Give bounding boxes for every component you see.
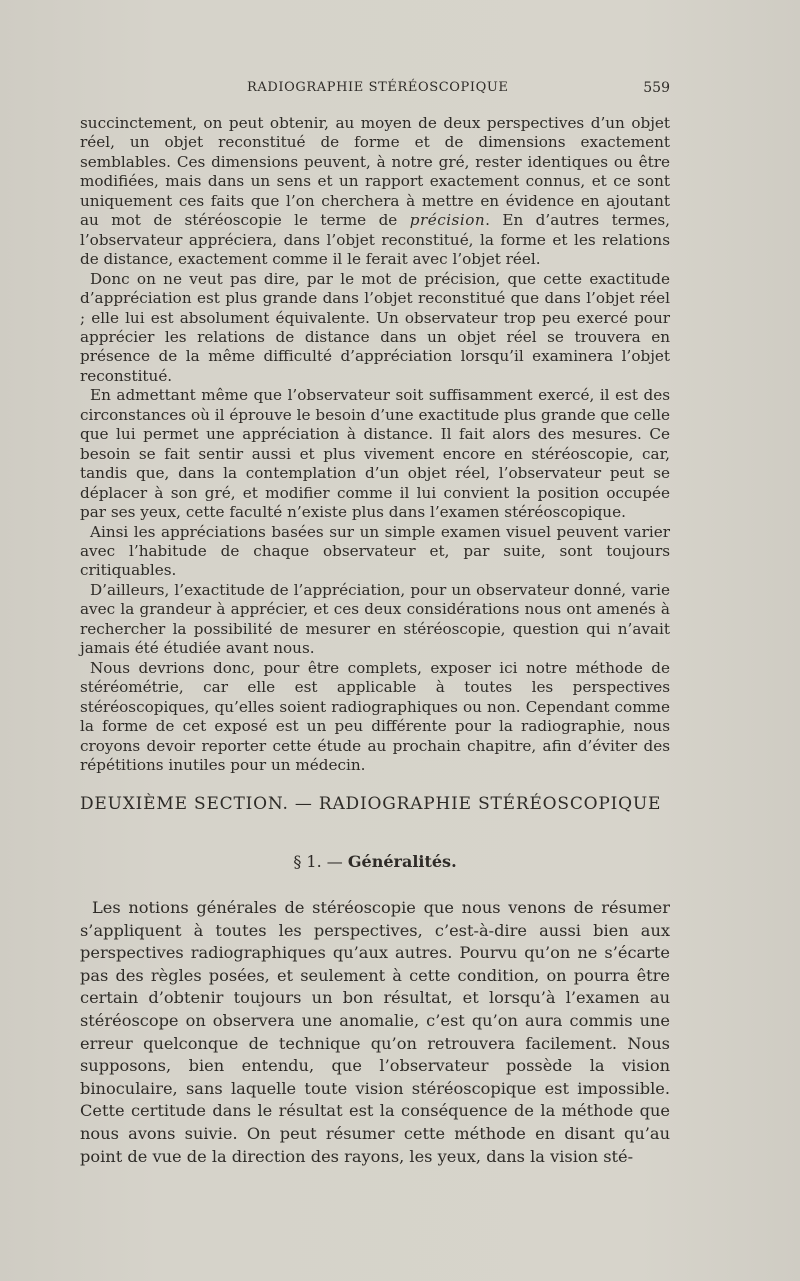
paragraph: D’ailleurs, l’exactitude de l’appréciation, pour un observateur donné, varie avec la grandeur à apprécier, et ces deux considérations nous ont amenés à rechercher la possibilité de mesurer en stéréoscopie, question qui n’avait jamais été étudiée avant nous.: [80, 580, 670, 658]
body-text-top: [80, 114, 670, 775]
subsection-number: § 1. —: [293, 852, 348, 871]
paragraph: En admettant même que l’observateur soit suffisamment exercé, il est des circonstances où il éprouve le besoin d’une exactitude plus grande que celle que lui permet une appréciation à distance. Il fait alors des mesures. Ce besoin se fait sentir aussi et plus vivement encore en stéréoscopie, car, tandis que, dans la contemplation d’un objet réel, l’observateur peut se déplacer à son gré, et modifier comme il lui convient la position occupée par ses yeux, cette faculté n’existe plus dans l’examen stéréoscopique.: [80, 386, 670, 522]
paragraph: Nous devrions donc, pour être complets, exposer ici notre méthode de stéréométrie, car elle est applicable à toutes les perspectives stéréoscopiques, qu’elles soient radiographiques ou non. Cependant comme la forme de cet exposé est un peu différente pour la radiographie, nous croyons devoir reporter cette étude au prochain chapitre, afin d’éviter des répétitions inutiles pour un médecin.: [80, 658, 670, 774]
paragraph: Donc on ne veut pas dire, par le mot de précision, que cette exactitude d’appréciation est plus grande dans l’objet reconstitué que dans l’objet réel ; elle lui est absolument équivalente. Un observateur trop peu exercé pour apprécier les relations de distance dans un objet réel se trouvera en présence de la même difficulté d’appréciation lorsqu’il examinera l’objet reconstitué.: [80, 269, 670, 385]
paragraph: succinctement, on peut obtenir, au moyen de deux perspectives d’un objet réel, un objet reconstitué de forme et de dimensions exactement semblables. Ces dimensions peuvent, à notre gré, rester identiques ou être modifiées, mais dans un sens et un rapport exactement connus, et ce sont uniquement ces faits que l’on cherchera à mettre en évidence en ajoutant au mot de stéréoscopie le terme de précision. En d’autres termes, l’observateur appréciera, dans l’objet reconstitué, la forme et les relations de distance, exactement comme il le ferait avec l’objet réel.: [80, 114, 670, 269]
page-number: 559: [643, 80, 670, 96]
section-title: DEUXIÈME SECTION. — RADIOGRAPHIE STÉRÉOSCOPIQUE: [80, 794, 662, 814]
subsection-title: [80, 852, 670, 871]
paragraph: Ainsi les appréciations basées sur un simple examen visuel peuvent varier avec l’habitude de chaque observateur et, par suite, sont toujours critiquables.: [80, 522, 670, 580]
running-head: RADIOGRAPHIE STÉRÉOSCOPIQUE: [247, 80, 509, 95]
emphasis-precision: précision: [409, 211, 486, 230]
body-text-bottom: [80, 897, 670, 1168]
page-header: [80, 80, 670, 102]
subsection-heading: Généralités.: [347, 852, 457, 871]
paragraph: Les notions générales de stéréoscopie que nous venons de résumer s’appliquent à toutes les perspectives, c’est-à-dire aussi bien aux perspectives radiographiques qu’aux autres. Pourvu qu’on ne s’écarte pas des règles posées, et seulement à cette condition, on pourra être certain d’obtenir toujours un bon résultat, et lorsqu’à l’examen au stéréoscope on observera une anomalie, c’est qu’on aura commis une erreur quelconque de technique qu’on retrouvera facilement. Nous supposons, bien entendu, que l’observateur possède la vision binoculaire, sans laquelle toute vision stéréoscopique est impossible. Cette certitude dans le résultat est la conséquence de la méthode que nous avons suivie. On peut résumer cette méthode en disant qu’au point de vue de la direction des rayons, les yeux, dans la vision sté-: [80, 898, 670, 1166]
